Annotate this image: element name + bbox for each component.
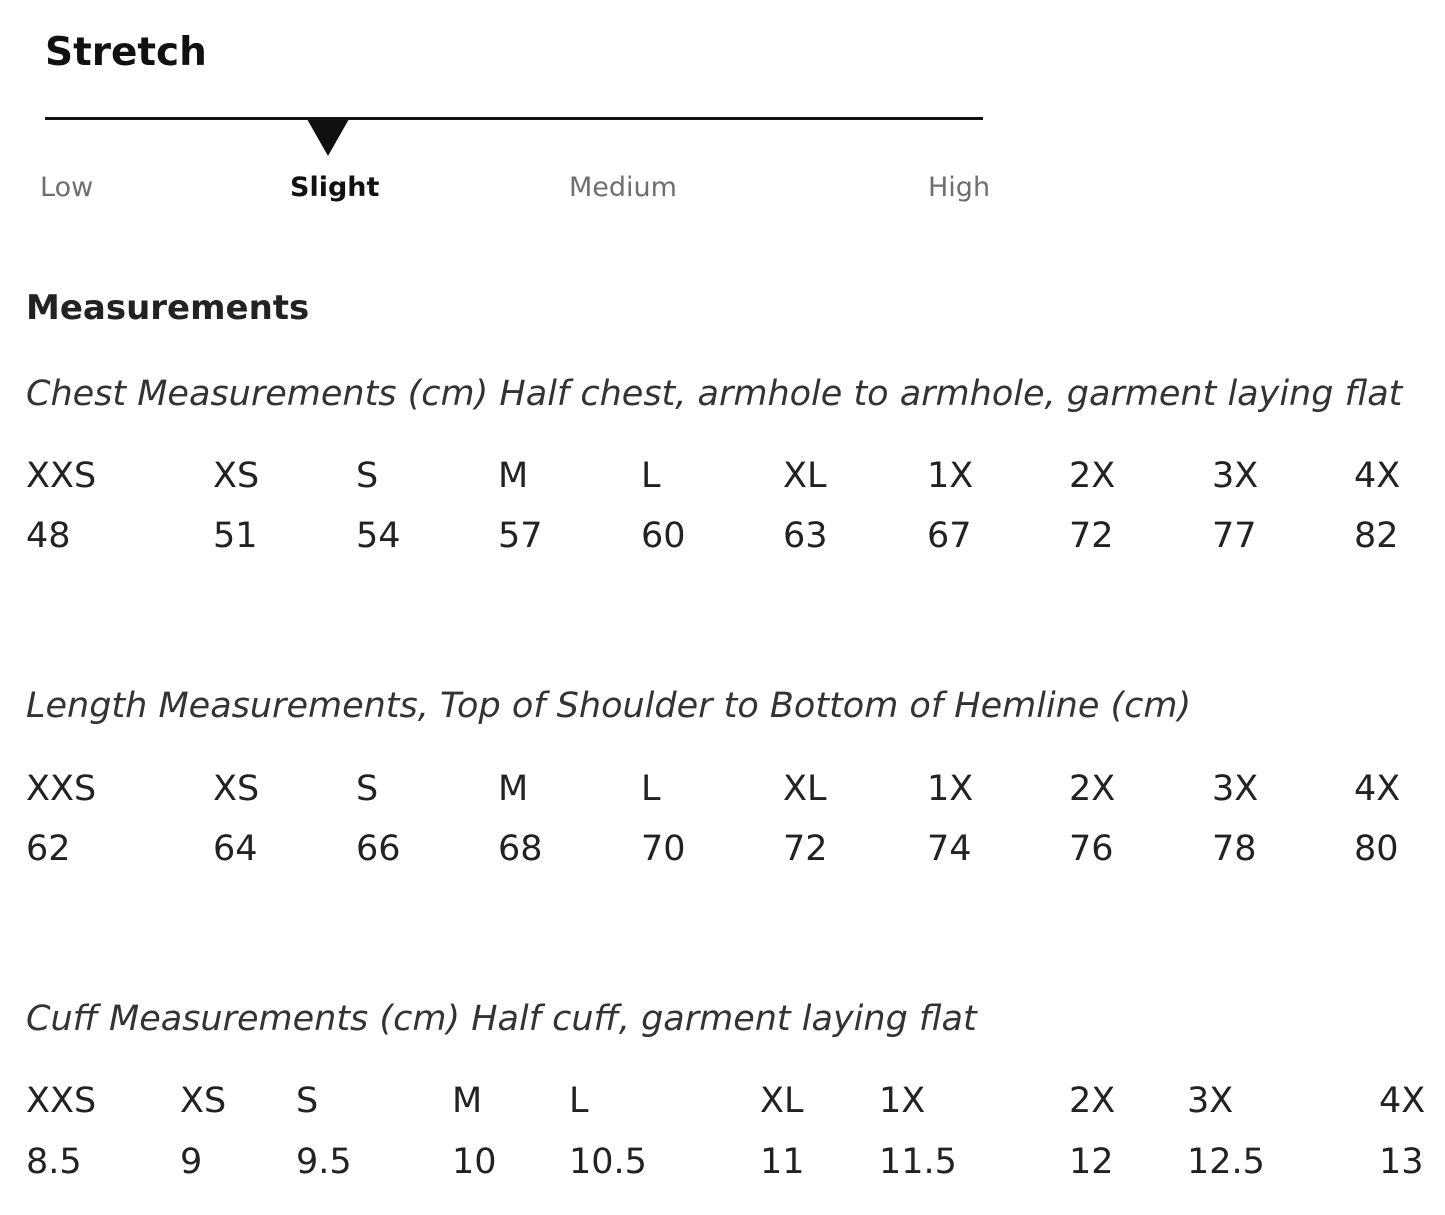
measurement-value: 13: [1379, 1142, 1424, 1182]
measurement-value: 63: [783, 516, 828, 556]
size-label: XXS: [26, 456, 97, 496]
size-label: 2X: [1069, 1081, 1116, 1121]
measurement-value: 70: [641, 829, 686, 869]
measurement-value: 74: [927, 829, 972, 869]
size-label: L: [569, 1081, 589, 1121]
measurement-value: 12.5: [1187, 1142, 1265, 1182]
measurement-value: 48: [26, 516, 71, 556]
measurement-value: 8.5: [26, 1142, 82, 1182]
measurement-value: 11: [760, 1142, 805, 1182]
size-label: 2X: [1069, 456, 1116, 496]
stretch-level-low: Low: [40, 172, 94, 203]
size-label: XXS: [26, 1081, 97, 1121]
stretch-scale-track: [45, 117, 983, 120]
size-label: M: [498, 769, 529, 809]
size-label: 1X: [927, 769, 974, 809]
measurement-value: 76: [1069, 829, 1114, 869]
stretch-level-slight: Slight: [290, 172, 380, 203]
measurement-value: 82: [1354, 516, 1399, 556]
measurement-value: 72: [783, 829, 828, 869]
size-label: S: [296, 1081, 319, 1121]
stretch-marker-icon: [307, 119, 349, 156]
size-label: XS: [180, 1081, 227, 1121]
size-label: L: [641, 769, 661, 809]
measurement-value: 64: [213, 829, 258, 869]
measurement-value: 10: [452, 1142, 497, 1182]
size-label: M: [498, 456, 529, 496]
measurement-value: 72: [1069, 516, 1114, 556]
measurement-value: 60: [641, 516, 686, 556]
measurement-value: 11.5: [879, 1142, 957, 1182]
size-label: 4X: [1379, 1081, 1426, 1121]
measurement-value: 80: [1354, 829, 1399, 869]
size-label: 3X: [1187, 1081, 1234, 1121]
size-label: S: [356, 456, 379, 496]
measurement-value: 51: [213, 516, 258, 556]
measurement-value: 68: [498, 829, 543, 869]
measurement-value: 12: [1069, 1142, 1114, 1182]
measurement-value: 10.5: [569, 1142, 647, 1182]
size-label: 2X: [1069, 769, 1116, 809]
size-label: XXS: [26, 769, 97, 809]
size-label: XS: [213, 456, 260, 496]
section-title: Length Measurements, Top of Shoulder to Bottom of Hemline (cm): [26, 686, 1192, 726]
size-label: XL: [760, 1081, 804, 1121]
size-label: 4X: [1354, 769, 1401, 809]
size-label: 1X: [879, 1081, 926, 1121]
size-label: XS: [213, 769, 260, 809]
size-label: XL: [783, 769, 827, 809]
size-label: XL: [783, 456, 827, 496]
measurement-value: 57: [498, 516, 543, 556]
measurement-value: 9.5: [296, 1142, 352, 1182]
size-label: 3X: [1212, 769, 1259, 809]
stretch-level-high: High: [928, 172, 991, 203]
measurements-heading: Measurements: [26, 288, 310, 328]
section-title: Chest Measurements (cm) Half chest, armhole to armhole, garment laying flat: [26, 374, 1403, 414]
size-label: 3X: [1212, 456, 1259, 496]
measurement-value: 77: [1212, 516, 1257, 556]
measurement-value: 9: [180, 1142, 203, 1182]
size-label: S: [356, 769, 379, 809]
size-label: 4X: [1354, 456, 1401, 496]
measurement-value: 62: [26, 829, 71, 869]
size-label: M: [452, 1081, 483, 1121]
stretch-level-medium: Medium: [569, 172, 677, 203]
size-label: L: [641, 456, 661, 496]
measurement-value: 66: [356, 829, 401, 869]
measurement-value: 78: [1212, 829, 1257, 869]
measurement-value: 67: [927, 516, 972, 556]
size-label: 1X: [927, 456, 974, 496]
measurement-value: 54: [356, 516, 401, 556]
section-title: Cuff Measurements (cm) Half cuff, garment laying flat: [26, 999, 977, 1039]
stretch-title: Stretch: [45, 30, 207, 75]
